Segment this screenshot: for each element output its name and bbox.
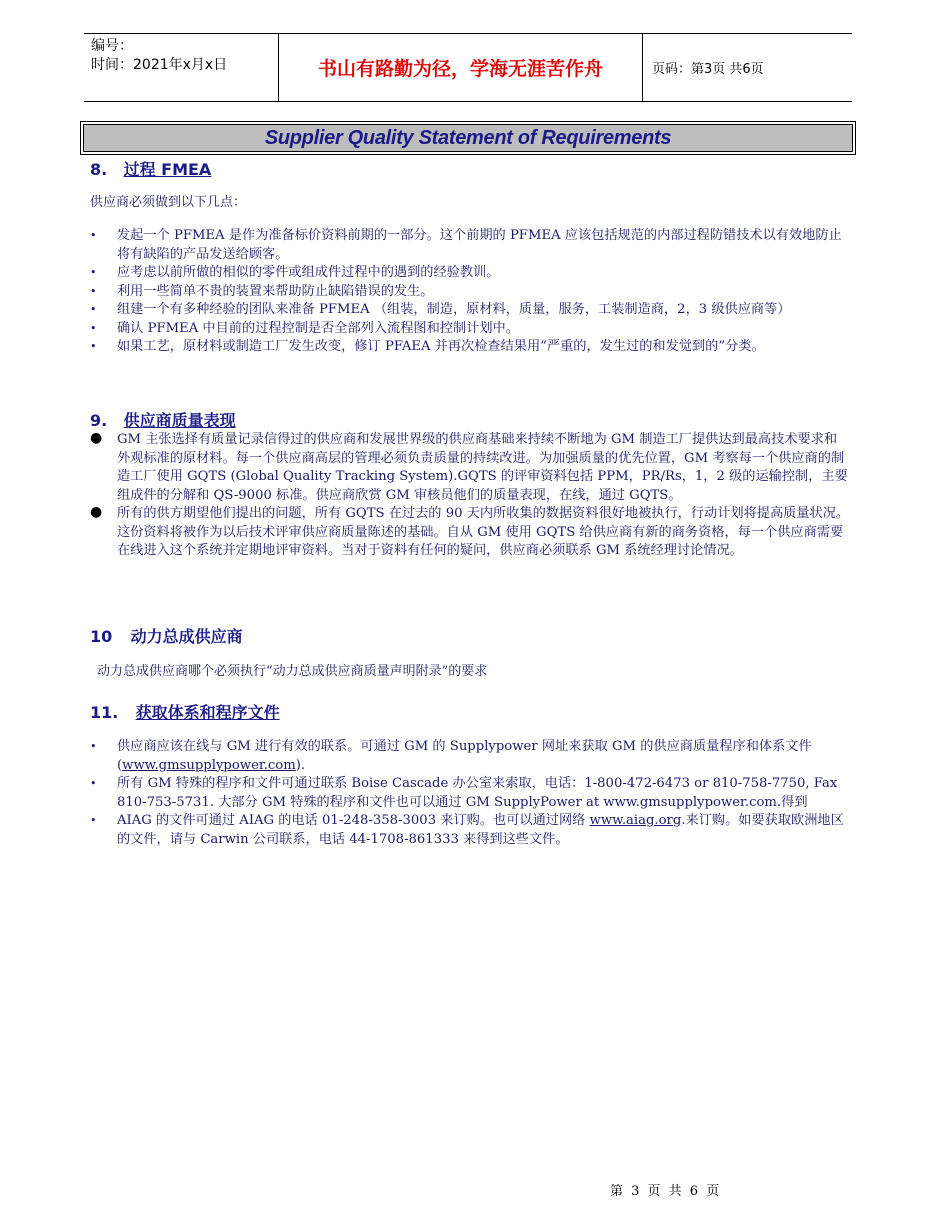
list-item-text: .来订购。如要获取欧洲地区的文件，请与 Carwin 公司联系，电话 44-1708-861333 来得到这些文件。 xyxy=(117,813,844,847)
section-8-list xyxy=(90,227,850,357)
section-9-title: 供应商质量表现 xyxy=(123,411,236,430)
bullet-icon: • xyxy=(90,777,97,790)
list-item-text: 利用一些简单不贵的装置来帮助防止缺陷错误的发生。 xyxy=(117,283,434,299)
section-8-number: 8. xyxy=(90,160,108,179)
list-item xyxy=(90,431,850,505)
bullet-icon: • xyxy=(90,321,97,335)
bullet-icon: • xyxy=(90,814,97,827)
section-11-heading xyxy=(90,700,280,723)
list-item xyxy=(90,505,850,561)
list-item xyxy=(90,812,850,849)
list-item xyxy=(90,338,850,357)
section-9-heading xyxy=(90,408,236,431)
bullet-icon: • xyxy=(90,303,97,316)
list-item-text: 如果工艺，原材料或制造工厂发生改变，修订 PFAEA 并再次检查结果用“严重的，发生过的和发觉到的”分类。 xyxy=(117,339,765,354)
section-10-number: 10 xyxy=(90,627,113,646)
bullet-icon: • xyxy=(90,284,97,298)
section-8-intro: 供应商必须做到以下几点： xyxy=(90,195,247,210)
bullet-icon: • xyxy=(90,229,97,242)
list-item-text: AIAG 的文件可通过 AIAG 的电话 01-248-358-3003 来订购。也可以通过网络 xyxy=(117,813,590,828)
gmsupplypower-link[interactable]: www.gmsupplypower.com xyxy=(122,757,296,773)
section-10-heading xyxy=(90,624,243,647)
title-banner xyxy=(80,121,856,155)
header-page-info: 页码：第3页 共6页 xyxy=(652,62,764,77)
section-10-text: 动力总成供应商哪个必须执行“动力总成供应商质量声明附录”的要求 xyxy=(97,664,488,679)
section-11-list xyxy=(90,738,850,849)
list-item-text: ). xyxy=(295,757,306,773)
list-item-text: 应考虑以前所做的相似的零件或组成件过程中的遇到的经验教训。 xyxy=(117,265,500,280)
banner-title: Supplier Quality Statement of Requirements xyxy=(83,124,853,152)
section-8-heading xyxy=(90,157,211,180)
list-item-text: 组建一个有多种经验的团队来准备 PFMEA （组装，制造，原材料，质量，服务，工装制造商，2，3 级供应商等） xyxy=(117,302,791,317)
list-item-text: 所有的供方期望他们提出的问题，所有 GQTS 在过去的 90 天内所收集的数据资料很好地被执行，行动计划将提高质量状况。这份资料将被作为以后技术评审供应商质量陈述的基础。自从 GM 使用 GQTS 给供应商有新的商务资格，每一个供应商需要在线进入这个系统并定期地评审资料。当对于资料有任何的疑问，供应商必须联系 GM 系统经理讨论情况。 xyxy=(117,506,850,558)
section-11-title: 获取体系和程序文件 xyxy=(135,703,280,722)
bullet-icon: • xyxy=(90,266,97,279)
list-item-text: GM 主张选择有质量记录信得过的供应商和发展世界级的供应商基础来持续不断地为 GM 制造工厂提供达到最高技术要求和外观标准的原材料。每一个供应商高层的管理必须负责质量的持续改进。为加强质量的优先位置，GM 考察每一个供应商的制造工厂使用 GQTS (Global Quality Tracking System).GQTS 的评审资料包括 PPM，PR/Rs，1，2 级的运输控制，主要组成件的分解和 QS-9000 标准。供应商欣赏 GM 审核员他们的质量表现，在线，通过 GQTS。 xyxy=(117,432,848,503)
bullet-icon: • xyxy=(90,740,97,753)
section-10-title: 动力总成供应商 xyxy=(130,627,243,646)
section-9-list xyxy=(90,431,850,561)
header-motto: 书山有路勤为径，学海无涯苦作舟 xyxy=(279,34,643,101)
header-meta xyxy=(84,34,279,101)
header-time-label: 时间：2021年x月x日 xyxy=(91,57,228,73)
header-code-label: 编号： xyxy=(91,38,133,54)
section-9-number: 9. xyxy=(90,411,108,430)
list-item-text: 所有 GM 特殊的程序和文件可通过联系 Boise Cascade 办公室来索取，电话：1-800-472-6473 or 810-758-7750, Fax 810-753-5731. 大部分 GM 特殊的程序和文件也可以通过 GM SupplyPower at www.gmsupplypower.com.得到 xyxy=(117,776,838,810)
list-item-text: 发起一个 PFMEA 是作为准备标价资料前期的一部分。这个前期的 PFMEA 应该包括规范的内部过程防错技术以有效地防止将有缺陷的产品发送给顾客。 xyxy=(117,228,842,262)
aiag-link[interactable]: www.aiag.org xyxy=(589,813,682,828)
section-8-title: 过程 FMEA xyxy=(123,160,212,179)
list-item xyxy=(90,738,850,775)
list-item-text: 供应商应该在线与 GM 进行有效的联系。可通过 GM 的 Supplypower 网址来获取 GM 的供应商质量程序和体系文件( xyxy=(117,739,812,773)
list-item xyxy=(90,264,850,283)
bullet-icon: ● xyxy=(90,504,103,520)
list-item xyxy=(90,301,850,320)
bullet-icon: ● xyxy=(90,430,103,446)
list-item-text: 确认 PFMEA 中目前的过程控制是否全部列入流程图和控制计划中。 xyxy=(117,320,519,336)
list-item xyxy=(90,775,850,812)
list-item xyxy=(90,283,850,302)
bullet-icon: • xyxy=(90,340,97,353)
list-item xyxy=(90,227,850,264)
list-item xyxy=(90,320,850,339)
section-11-number: 11. xyxy=(90,703,119,722)
page-footer: 第 3 页 共 6 页 xyxy=(610,1184,722,1199)
page-header xyxy=(84,33,852,102)
